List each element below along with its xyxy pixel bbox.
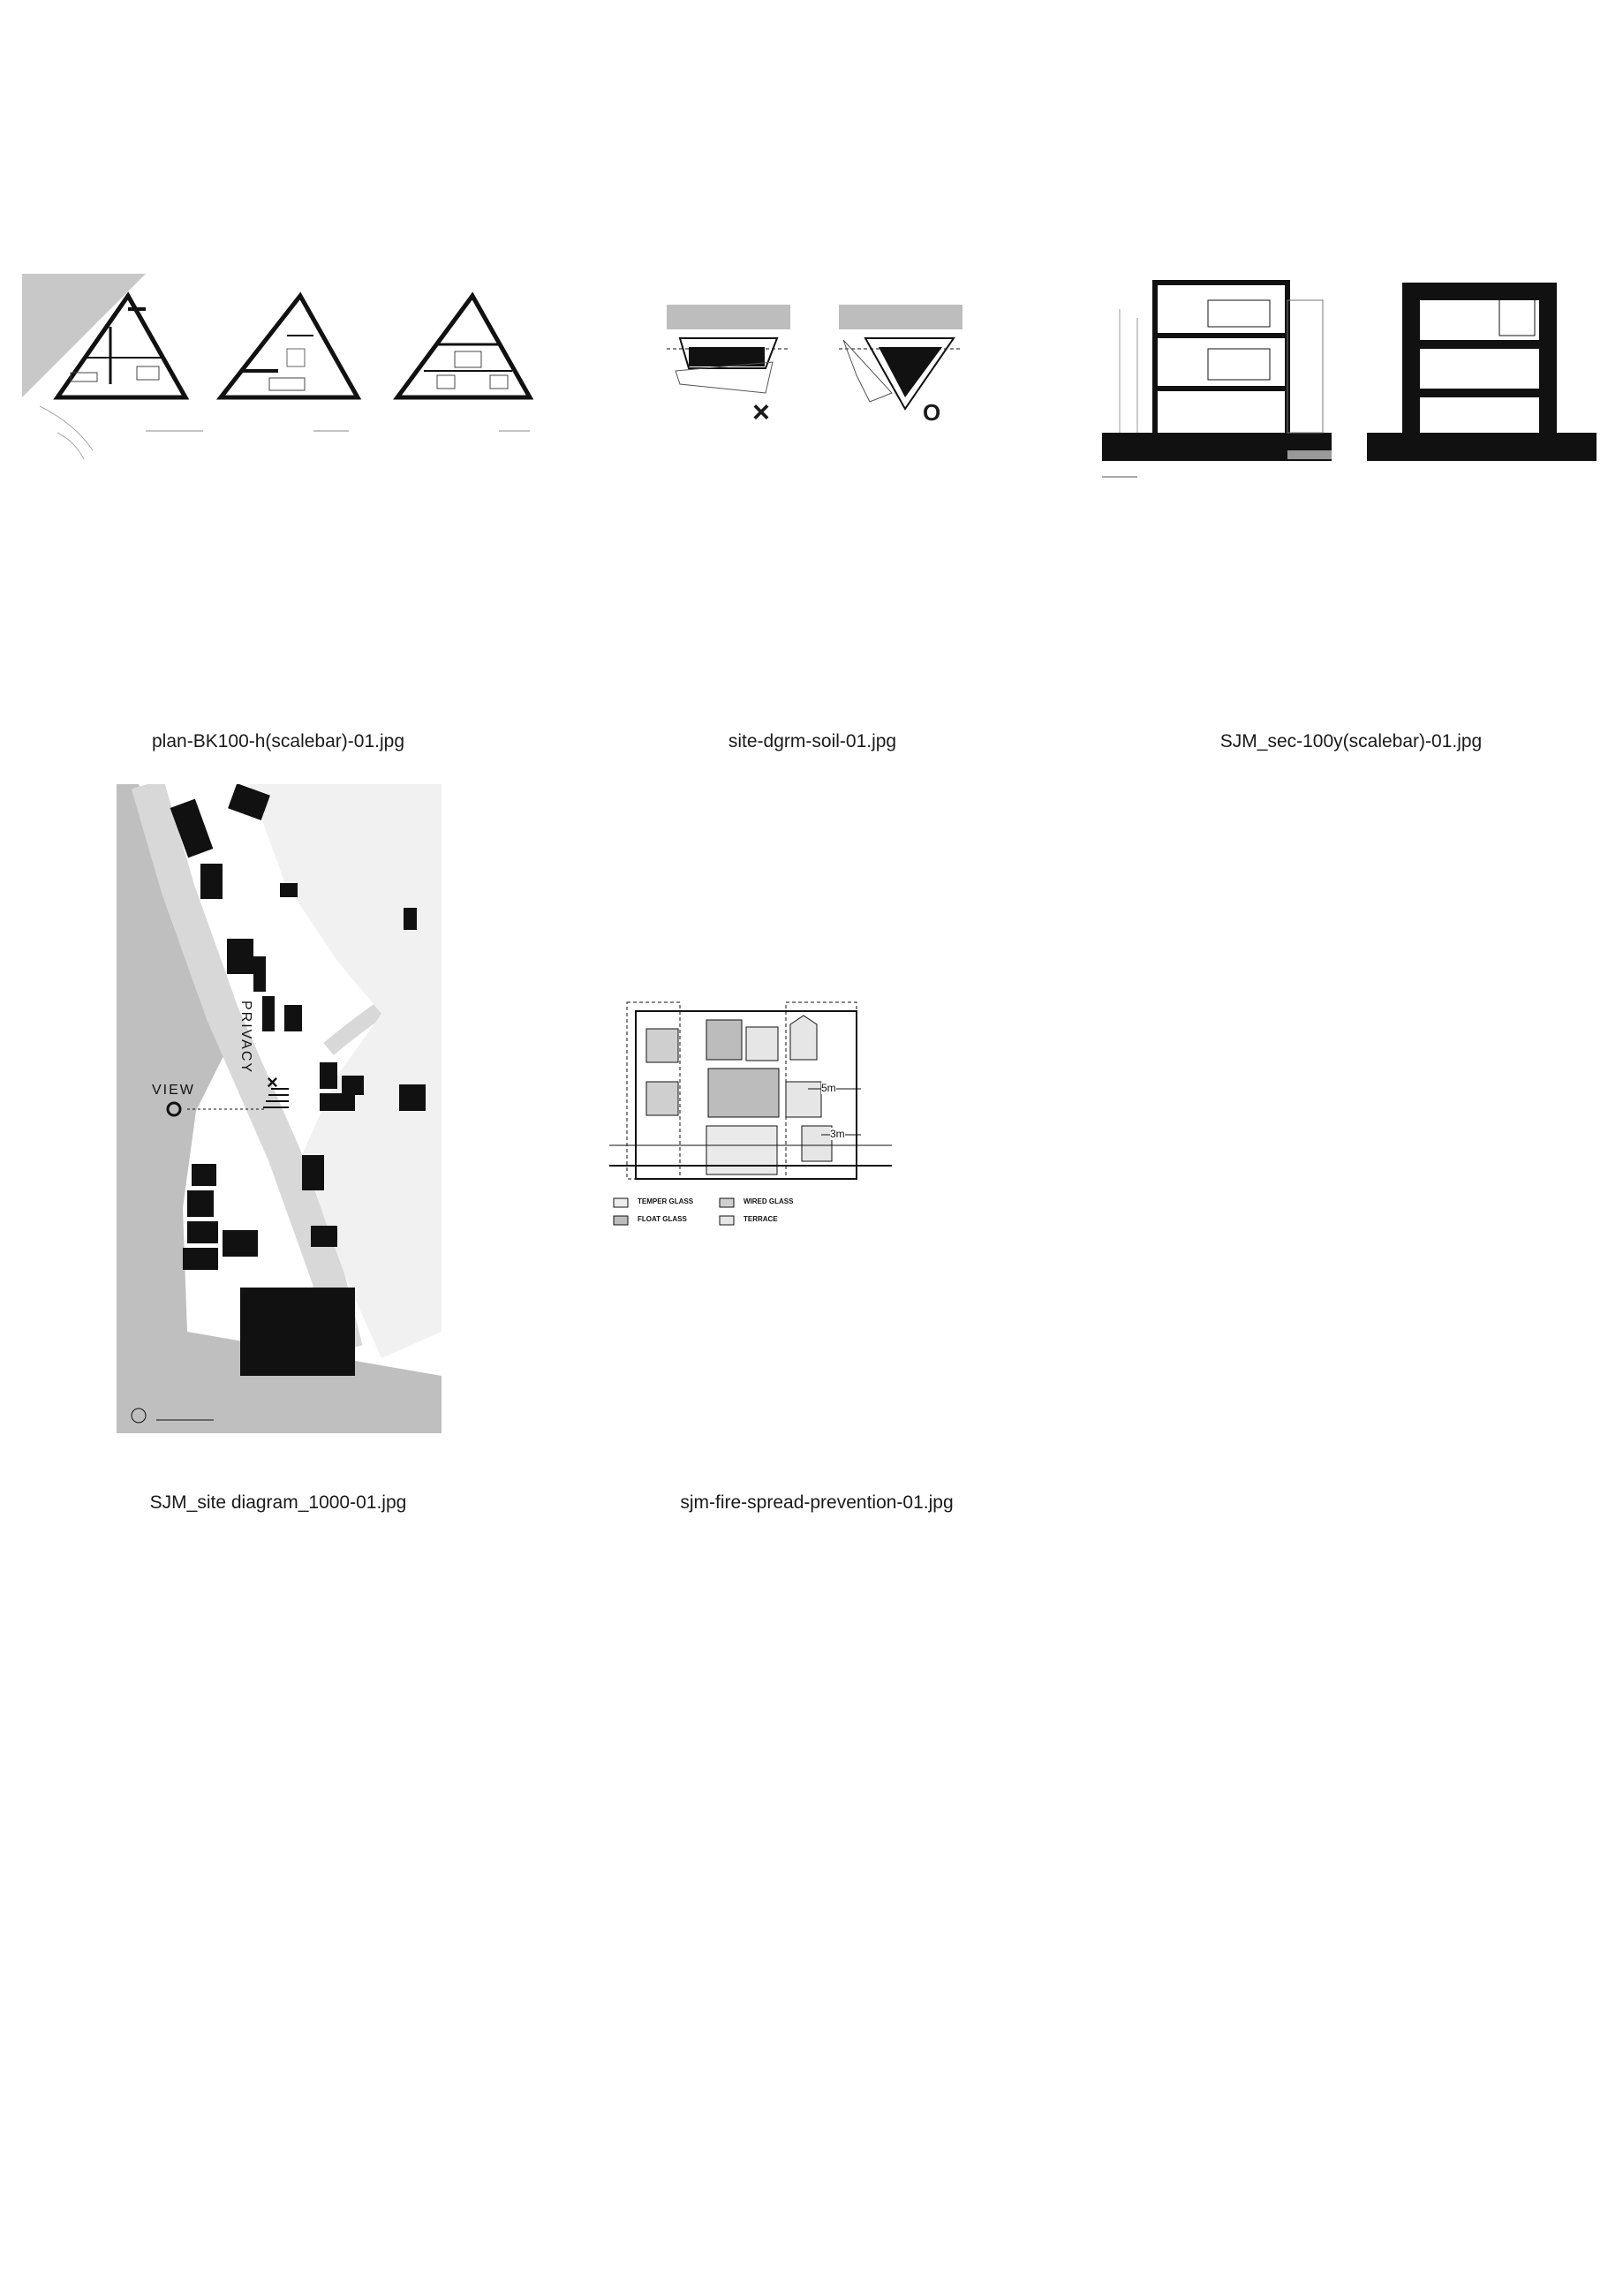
legend-terrace: TERRACE <box>744 1215 778 1223</box>
caption-soil: site-dgrm-soil-01.jpg <box>728 731 897 751</box>
caption-site-diagram: SJM_site diagram_1000-01.jpg <box>149 1492 407 1513</box>
fire-diagram-thumbnail[interactable] <box>609 993 892 1241</box>
right-mark: O <box>923 399 941 426</box>
plan-thumbnail[interactable] <box>22 274 534 464</box>
soil-drawing <box>667 305 967 437</box>
dim-3m: 3m <box>830 1128 845 1140</box>
legend-wired: WIRED GLASS <box>744 1197 794 1205</box>
privacy-mark: × <box>267 1071 278 1093</box>
section-drawing <box>1102 265 1597 495</box>
caption-fire-diagram: sjm-fire-spread-prevention-01.jpg <box>680 1492 954 1513</box>
legend-temper: TEMPER GLASS <box>638 1197 694 1205</box>
site-diagram-drawing <box>117 784 442 1433</box>
privacy-label: PRIVACY <box>238 1001 253 1075</box>
wrong-mark: × <box>752 396 770 429</box>
view-label: VIEW <box>152 1083 195 1098</box>
plan-drawing <box>22 274 534 464</box>
section-thumbnail[interactable] <box>1102 265 1597 495</box>
site-diagram-thumbnail[interactable] <box>117 784 442 1433</box>
dim-5m: 5m <box>821 1082 836 1094</box>
soil-thumbnail[interactable] <box>667 305 967 437</box>
caption-section: SJM_sec-100y(scalebar)-01.jpg <box>1219 731 1483 751</box>
caption-plan: plan-BK100-h(scalebar)-01.jpg <box>152 731 404 751</box>
legend-float: FLOAT GLASS <box>638 1215 687 1223</box>
